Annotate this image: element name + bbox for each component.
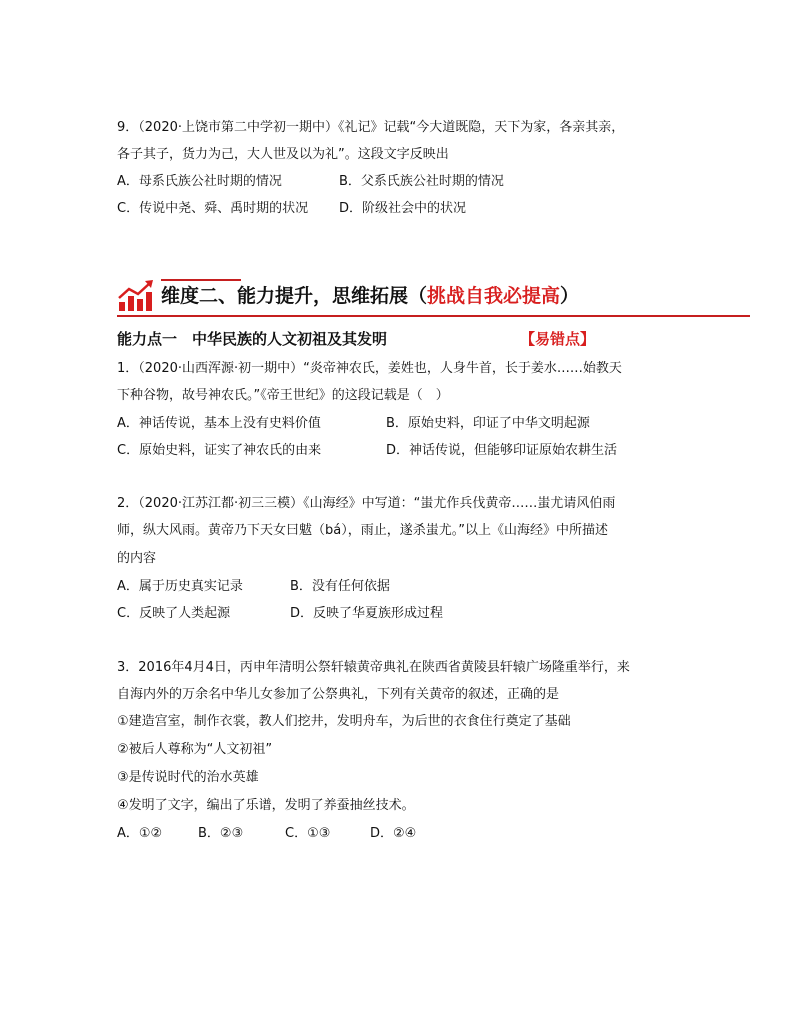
question-3-statement-3: ③是传说时代的治水英雄	[117, 770, 259, 785]
question-2-option-d: D．反映了华夏族形成过程	[290, 606, 444, 621]
header-underline	[117, 315, 750, 317]
dimension-title-accent: 挑战自我必提高	[427, 285, 561, 307]
question-2-option-c: C．反映了人类起源	[117, 606, 231, 621]
question-2-stem-line-1: 2．（2020·江苏江都·初三三模）《山海经》中写道：“蚩尤作兵伐黄帝……蚩尤请风伯雨	[117, 496, 616, 511]
dimension-title-main: 维度二、能力提升，思维拓展（	[161, 285, 428, 307]
question-3-option-b: B．②③	[198, 826, 244, 841]
question-2-stem-line-3: 的内容	[117, 551, 157, 566]
question-2-option-b: B．没有任何依据	[290, 579, 390, 594]
question-2-stem-line-2: 师，纵大风雨。黄帝乃下天女曰魃（bá），雨止，遂杀蚩尤。”以上《山海经》中所描述	[117, 523, 608, 538]
question-9-stem-line-2: 各子其子，货力为己，大人世及以为礼”。这段文字反映出	[117, 147, 449, 162]
question-3-statement-2: ②被后人尊称为“人文初祖”	[117, 742, 273, 757]
question-9-option-d: D．阶级社会中的状况	[339, 201, 467, 216]
question-9-option-c: C．传说中尧、舜、禹时期的状况	[117, 201, 309, 216]
dimension-title	[161, 283, 579, 309]
question-9-option-b: B．父系氏族公社时期的情况	[339, 174, 504, 189]
question-3-statement-1: ①建造宫室，制作衣裳，教人们挖井，发明舟车，为后世的衣食住行奠定了基础	[117, 714, 571, 729]
question-3-option-c: C．①③	[285, 826, 331, 841]
header-top-line	[161, 279, 241, 281]
question-3-stem-line-1: 3．2016年4月4日，丙申年清明公祭轩辕黄帝典礼在陕西省黄陵县轩辕广场隆重举行，来	[117, 660, 630, 675]
question-1-option-c: C．原始史料，证实了神农氏的由来	[117, 443, 322, 458]
question-1-option-b: B．原始史料，印证了中华文明起源	[386, 416, 590, 431]
dimension-header	[117, 275, 750, 319]
question-1-stem-line-2: 下种谷物，故号神农氏。”《帝王世纪》的这段记载是（ ）	[117, 388, 449, 403]
question-3-option-a: A．①②	[117, 826, 163, 841]
question-3-statement-4: ④发明了文字，编出了乐谱，发明了养蚕抽丝技术。	[117, 798, 415, 813]
capability-title: 能力点一 中华民族的人文初祖及其发明	[117, 330, 388, 348]
question-9-option-a: A．母系氏族公社时期的情况	[117, 174, 282, 189]
rising-chart-icon	[117, 278, 155, 312]
question-1-option-a: A．神话传说，基本上没有史料价值	[117, 416, 321, 431]
question-2-option-a: A．属于历史真实记录	[117, 579, 243, 594]
error-prone-tag: 【易错点】	[520, 330, 596, 348]
question-9-stem-line-1: 9．（2020·上饶市第二中学初一期中）《礼记》记载“今大道既隐，天下为家，各亲其亲，	[117, 120, 625, 135]
question-3-stem-line-2: 自海内外的万余名中华儿女参加了公祭典礼，下列有关黄帝的叙述，正确的是	[117, 687, 560, 702]
dimension-title-close: ）	[560, 285, 580, 307]
question-3-option-d: D．②④	[370, 826, 417, 841]
question-1-stem-line-1: 1．（2020·山西浑源·初一期中）“炎帝神农氏，姜姓也，人身牛首，长于姜水……始教天	[117, 361, 622, 376]
question-1-option-d: D．神话传说，但能够印证原始农耕生活	[386, 443, 618, 458]
